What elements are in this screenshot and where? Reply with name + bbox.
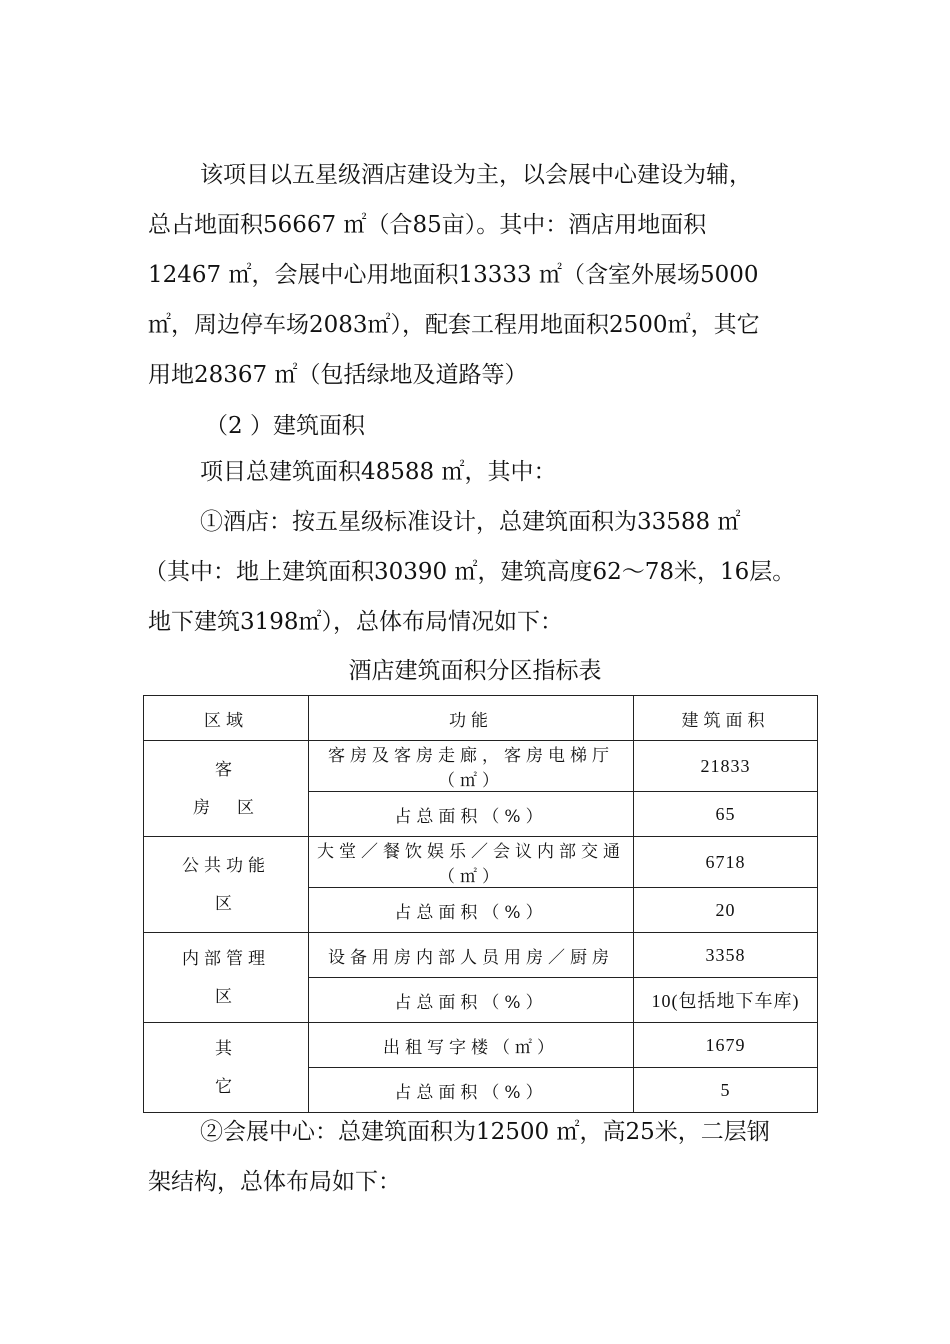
- text-line: 用地28367 ㎡（包括绿地及道路等）: [148, 362, 528, 388]
- paragraph-total-area: [148, 447, 828, 497]
- function-cell: 出租写字楼（㎡）: [309, 1023, 634, 1068]
- table-row: [144, 741, 818, 792]
- zone-label: 公共功能: [182, 855, 270, 876]
- function-cell: 设备用房内部人员用房／厨房: [309, 933, 634, 978]
- text-line: 总占地面积56667 ㎡（合85亩）。其中：酒店用地面积: [148, 212, 707, 238]
- area-cell: 65: [634, 792, 818, 837]
- text-line: 12467 ㎡，会展中心用地面积13333 ㎡（含室外展场5000: [148, 262, 759, 288]
- zone-cell: [144, 933, 309, 1023]
- area-cell: 3358: [634, 933, 818, 978]
- area-cell: 6718: [634, 837, 818, 888]
- zone-label: 区: [215, 986, 237, 1007]
- paragraph-exhibition-center: [148, 1107, 828, 1207]
- text-line: （其中：地上建筑面积30390 ㎡，建筑高度62～78米，16层。: [144, 559, 796, 585]
- zone-label: 它: [215, 1076, 237, 1097]
- table-row: [144, 837, 818, 888]
- zone-cell: [144, 741, 309, 837]
- function-cell: 占总面积（%）: [309, 1068, 634, 1113]
- zone-label: 客: [215, 759, 237, 780]
- area-cell: 5: [634, 1068, 818, 1113]
- function-cell: 大堂／餐饮娱乐／会议内部交通（㎡）: [309, 837, 634, 888]
- table-caption: 酒店建筑面积分区指标表: [348, 658, 602, 684]
- zone-label: 内部管理: [182, 948, 270, 969]
- paragraph-hotel: [144, 497, 828, 647]
- text-line: 项目总建筑面积48588 ㎡，其中：: [200, 459, 557, 485]
- table-header-row: [144, 696, 818, 741]
- zone-label: 其: [215, 1038, 237, 1059]
- header-cell: 建筑面积: [634, 696, 818, 741]
- zone-label: 区: [215, 893, 237, 914]
- function-cell: 占总面积（%）: [309, 792, 634, 837]
- table-row: [144, 933, 818, 978]
- area-cell: 20: [634, 888, 818, 933]
- function-cell: 客房及客房走廊，客房电梯厅（㎡）: [309, 741, 634, 792]
- zone-cell: [144, 837, 309, 933]
- text-line: ②会展中心：总建筑面积为12500 ㎡，高25米，二层钢: [200, 1119, 770, 1145]
- table-row: [144, 1023, 818, 1068]
- header-cell: 区域: [144, 696, 309, 741]
- zone-cell: [144, 1023, 309, 1113]
- section-heading: （2 ）建筑面积: [205, 413, 365, 439]
- paragraph-land-use: [148, 150, 828, 400]
- area-cell: 21833: [634, 741, 818, 792]
- area-cell: 10(包括地下车库): [634, 978, 818, 1023]
- area-table: [143, 695, 818, 1113]
- area-cell: 1679: [634, 1023, 818, 1068]
- text-line: 该项目以五星级酒店建设为主，以会展中心建设为辅，: [200, 162, 752, 188]
- text-line: 架结构，总体布局如下：: [148, 1169, 401, 1195]
- text-line: ㎡，周边停车场2083㎡），配套工程用地面积2500㎡，其它: [148, 312, 760, 338]
- function-cell: 占总面积（%）: [309, 888, 634, 933]
- text-line: 地下建筑3198㎡），总体布局情况如下：: [148, 609, 564, 635]
- zone-label: 房 区: [193, 797, 259, 818]
- header-cell: 功能: [309, 696, 634, 741]
- text-line: ①酒店：按五星级标准设计，总建筑面积为33588 ㎡: [200, 509, 741, 535]
- function-cell: 占总面积（%）: [309, 978, 634, 1023]
